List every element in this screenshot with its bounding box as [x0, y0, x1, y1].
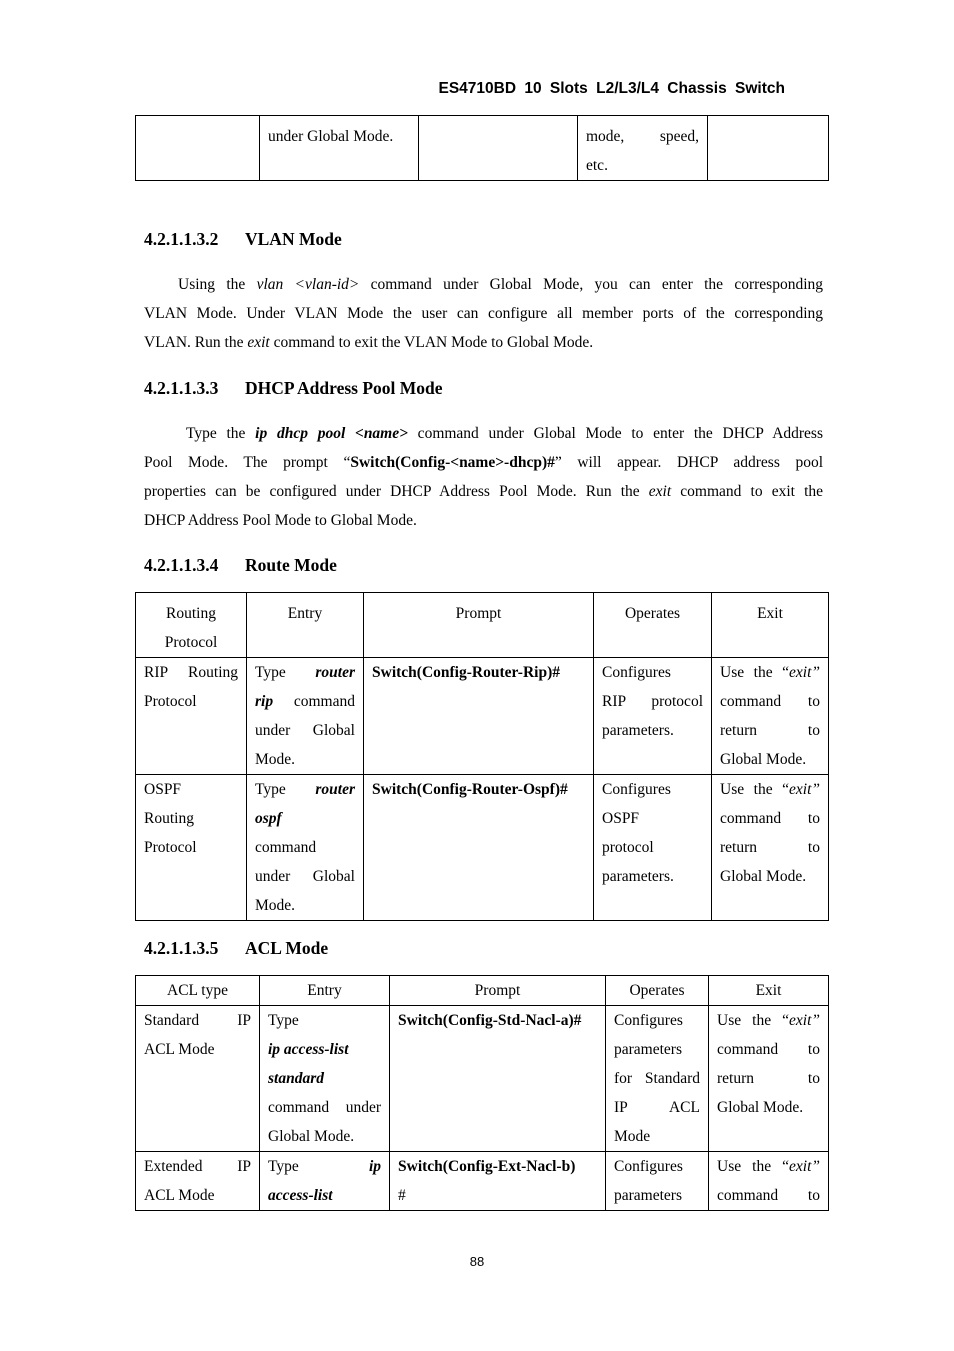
- acl-mode-table: [135, 975, 829, 1211]
- cell-acl-type: Extended IP ACL Mode: [136, 1152, 260, 1211]
- cell-operates: Configures OSPF protocol parameters.: [594, 775, 712, 921]
- cell-exit: Use the “exit” command to: [709, 1152, 829, 1211]
- header-routing-protocol: Routing Protocol: [136, 593, 247, 658]
- continuation-table: [135, 115, 829, 181]
- table-row: [136, 658, 829, 775]
- section-heading-acl-mode: 4.2.1.1.3.5 ACL Mode: [144, 938, 329, 958]
- page-number: 88: [469, 1254, 485, 1269]
- cell-exit: Use the “exit” command to return to Global Mode.: [712, 658, 829, 775]
- route-mode-table: [135, 592, 829, 921]
- cell-operates: Configures RIP protocol parameters.: [594, 658, 712, 775]
- header-exit: Exit: [709, 976, 829, 1006]
- dhcp-pool-paragraph: Type the ip dhcp pool <name> command under Global Mode to enter the DHCP Address Pool Mode. The prompt “Switch(Config-<name>-dhcp)#” will appear. DHCP address pool properties can be configured under DHCP Address Pool Mode. Run the exit command to exit the DHCP Address Pool Mode to Global Mode.: [144, 425, 824, 529]
- cell-prompt: Switch(Config-Router-Ospf)#: [364, 775, 594, 921]
- cell-prompt: Switch(Config-Std-Nacl-a)#: [390, 1006, 606, 1152]
- section-heading-dhcp-pool-mode: 4.2.1.1.3.3 DHCP Address Pool Mode: [144, 378, 443, 398]
- cell: [708, 116, 829, 181]
- cell-operates: mode, speed, etc.: [578, 116, 708, 181]
- cell-exit: Use the “exit” command to return to Global Mode.: [712, 775, 829, 921]
- table-row: [136, 775, 829, 921]
- table-row: [136, 1006, 829, 1152]
- cell-protocol: RIP Routing Protocol: [136, 658, 247, 775]
- header-entry: Entry: [260, 976, 390, 1006]
- section-heading-vlan-mode: 4.2.1.1.3.2 VLAN Mode: [144, 229, 342, 249]
- cell-protocol: OSPF Routing Protocol: [136, 775, 247, 921]
- header-exit: Exit: [712, 593, 829, 658]
- vlan-mode-paragraph: Using the vlan <vlan-id> command under Global Mode, you can enter the corresponding VLAN Mode. Under VLAN Mode the user can configure all member ports of the corresponding VLAN. Run the exit command to exit the VLAN Mode to Global Mode.: [144, 276, 824, 351]
- cell-exit: Use the “exit” command to return to Global Mode.: [709, 1006, 829, 1152]
- cell: [136, 116, 260, 181]
- section-heading-route-mode: 4.2.1.1.3.4 Route Mode: [144, 555, 337, 575]
- table-row: [136, 1152, 829, 1211]
- cell-entry: Type ip access-list standard command under Global Mode.: [260, 1006, 390, 1152]
- cell-acl-type: Standard IP ACL Mode: [136, 1006, 260, 1152]
- header-prompt: Prompt: [364, 593, 594, 658]
- header-entry: Entry: [247, 593, 364, 658]
- cell-prompt: Switch(Config-Ext-Nacl-b) #: [390, 1152, 606, 1211]
- cell-prompt: Switch(Config-Router-Rip)#: [364, 658, 594, 775]
- cell: [419, 116, 578, 181]
- cell-entry: Type router rip command under Global Mode.: [247, 658, 364, 775]
- header-prompt: Prompt: [390, 976, 606, 1006]
- cell-entry: Type ip access-list: [260, 1152, 390, 1211]
- header-acl-type: ACL type: [136, 976, 260, 1006]
- page-header: ES4710BD 10 Slots L2/L3/L4 Chassis Switch: [438, 80, 785, 97]
- cell-operates: Configures parameters: [606, 1152, 709, 1211]
- cell-entry: under Global Mode.: [260, 116, 419, 181]
- header-operates: Operates: [594, 593, 712, 658]
- header-operates: Operates: [606, 976, 709, 1006]
- cell-operates: Configures parameters for Standard IP ACL Mode: [606, 1006, 709, 1152]
- cell-entry: Type router ospf command under Global Mode.: [247, 775, 364, 921]
